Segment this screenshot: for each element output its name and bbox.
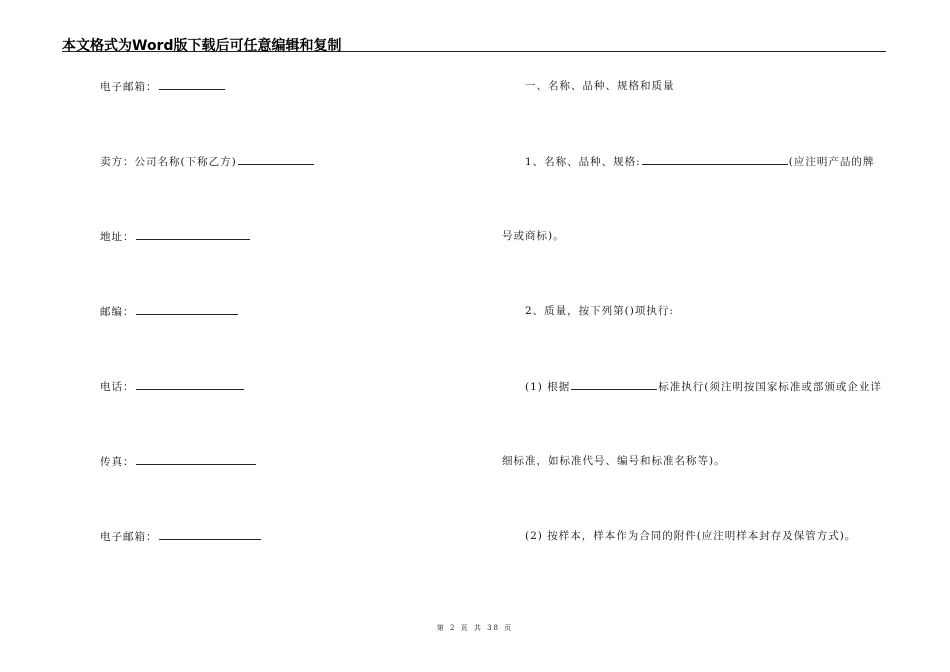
sub1-line	[525, 379, 882, 394]
left-email-line	[100, 79, 226, 94]
postcode-line	[100, 304, 239, 319]
sub1-prefix: (1) 根据	[525, 381, 571, 393]
sub1-continuation: 细标准，如标准代号、编号和标准名称等)。	[502, 455, 726, 467]
document-header-title: 本文格式为Word版下载后可任意编辑和复制	[62, 38, 342, 54]
phone-label: 电话：	[100, 381, 135, 393]
email-blank	[159, 79, 225, 90]
sub1-suffix: 标准执行(须注明按国家标准或部颁或企业详	[658, 381, 882, 393]
seller-blank	[238, 154, 314, 165]
fax-blank	[136, 454, 256, 465]
sub1-blank	[571, 379, 657, 390]
header-divider	[62, 51, 886, 52]
fax-line	[100, 454, 257, 469]
item1-blank	[642, 154, 788, 165]
address-line	[100, 229, 251, 244]
item1-prefix: 1、名称、品种、规格:	[525, 156, 641, 168]
phone-line	[100, 379, 245, 394]
email2-blank	[159, 529, 261, 540]
item1-suffix: (应注明产品的牌	[788, 156, 875, 168]
item1-line	[525, 154, 874, 169]
seller-line	[100, 154, 315, 169]
email-label: 电子邮箱：	[100, 81, 158, 93]
postcode-label: 邮编：	[100, 306, 135, 318]
seller-label: 卖方：公司名称(下称乙方)	[100, 156, 237, 168]
item1-continuation: 号或商标)。	[502, 230, 565, 242]
email2-label: 电子邮箱：	[100, 531, 158, 543]
fax-label: 传真：	[100, 456, 135, 468]
phone-blank	[136, 379, 244, 390]
address-label: 地址：	[100, 231, 135, 243]
page-number-footer: 第 2 页 共 38 页	[436, 624, 514, 632]
item2-line: 2、质量，按下列第()项执行:	[525, 305, 674, 317]
email2-line	[100, 529, 262, 544]
postcode-blank	[136, 304, 238, 315]
address-blank	[136, 229, 250, 240]
section-title: 一、名称、品种、规格和质量	[525, 80, 675, 92]
sub2-line: (2) 按样本，样本作为合同的附件(应注明样本封存及保管方式)。	[525, 530, 857, 542]
